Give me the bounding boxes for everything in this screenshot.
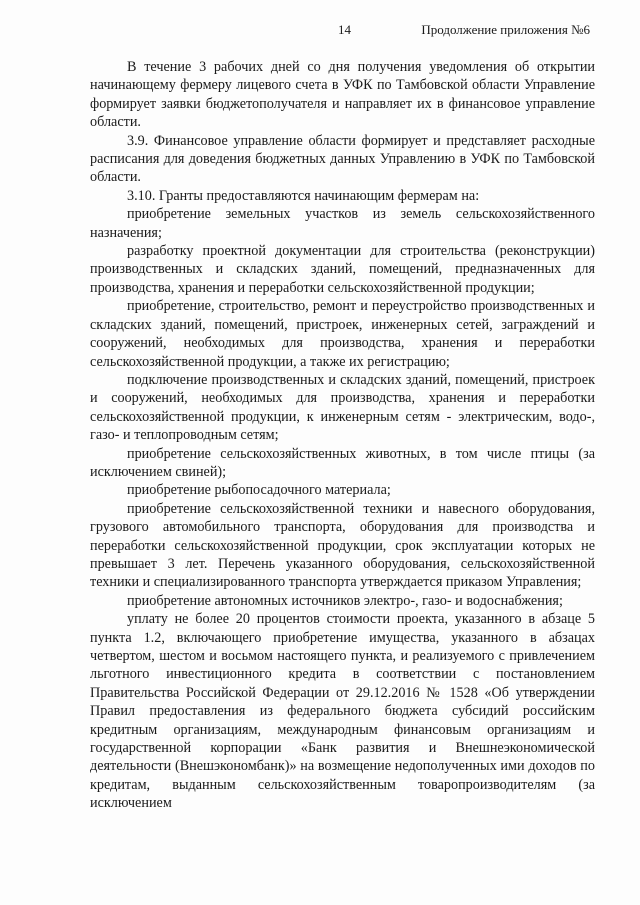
paragraph: уплату не более 20 процентов стоимости проекта, указанного в абзаце 5 пункта 1.2, включающего приобретение имущества, указанного в абзацах четвертом, шестом и восьмом настоящего пункта, и реализуемого с привлечением льготного инвестиционного кредита в соответствии с постановлением Правительства Российской Федерации от 29.12.2016 № 1528 «Об утверждении Правил предоставления из федерального бюджета субсидий российским кредитным организациям, международным финансовым организациям и государственной корпорации «Банк развития и Внешнеэкономической деятельности (Внешэкономбанк)» на возмещение недополученных ими доходов по кредитам, выданным сельскохозяйственным товаропроизводителям (за исключением (90, 611, 595, 812)
paragraph: приобретение рыбопосадочного материала; (127, 482, 391, 499)
appendix-label: Продолжение приложения №6 (421, 22, 590, 37)
paragraph: приобретение земельных участков из земель сельскохозяйственного назначения; (90, 206, 595, 241)
paragraph: 3.9. Финансовое управление области формирует и представляет расходные расписания для доведения бюджетных данных Управлению в УФК по Тамбовской области. (90, 132, 595, 186)
page-number: 14 (338, 22, 351, 37)
paragraph: В течение 3 рабочих дней со дня получения уведомления об открытии начинающему фермеру лицевого счета в УФК по Тамбовской области Управление формирует заявки бюджетополучателя и направляет их в финансовое управление области. (90, 59, 595, 131)
paragraph: приобретение автономных источников электро-, газо- и водоснабжения; (127, 592, 563, 609)
paragraph: приобретение, строительство, ремонт и переустройство производственных и складских зданий, помещений, пристроек, инженерных сетей, заграждений и сооружений, необходимых для производства, хранения и переработки сельскохозяйственной продукции, а также их регистрацию; (90, 298, 595, 370)
document-body (90, 58, 595, 813)
paragraph: приобретение сельскохозяйственной техники и навесного оборудования, грузового автомобильного транспорта, оборудования для производства и переработки сельскохозяйственной продукции, срок эксплуатации которых не превышает 3 лет. Перечень указанного оборудования, сельскохозяйственной техники и специализированного транспорта утверждается приказом Управления; (90, 500, 595, 591)
paragraph: разработку проектной документации для строительства (реконструкции) производственных и складских зданий, помещений, предназначенных для производства, хранения и переработки сельскохозяйственной продукции; (90, 243, 595, 296)
paragraph: 3.10. Гранты предоставляются начинающим фермерам на: (127, 187, 480, 204)
page-header (0, 22, 640, 42)
paragraph: подключение производственных и складских зданий, помещений, пристроек и сооружений, необходимых для производства, хранения и переработки сельскохозяйственной продукции, к инженерным сетям - электрическим, водо-, газо- и теплопроводным сетям; (90, 371, 595, 444)
paragraph: приобретение сельскохозяйственных животных, в том числе птицы (за исключением свиней); (90, 445, 595, 480)
